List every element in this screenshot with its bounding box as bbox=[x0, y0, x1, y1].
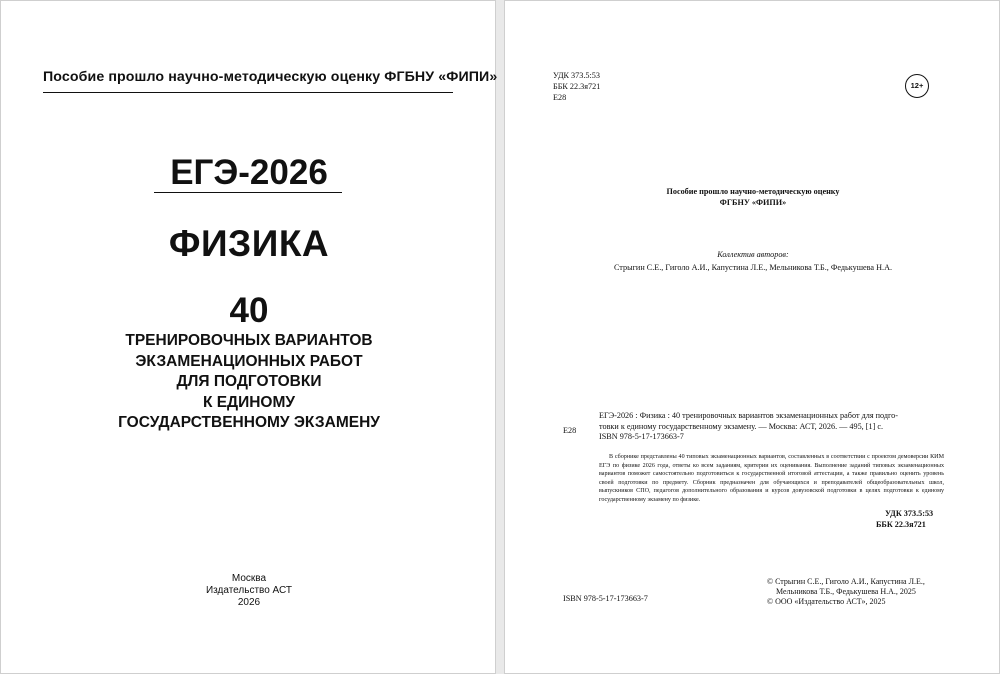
bbk-code-bold: ББК 22.3я721 bbox=[876, 520, 926, 529]
approval-note-line: Пособие прошло научно-методическую оценку bbox=[666, 187, 840, 196]
description-line: ТРЕНИРОВОЧНЫХ ВАРИАНТОВ bbox=[125, 332, 373, 349]
copyright-line: © Стрыгин С.Е., Гиголо А.И., Капустина Л.Е., bbox=[767, 577, 925, 586]
description-line: ГОСУДАРСТВЕННОМУ ЭКЗАМЕНУ bbox=[118, 414, 380, 431]
right-page bbox=[504, 0, 1000, 674]
authors-label: Коллектив авторов: bbox=[717, 250, 789, 259]
exam-title-underline bbox=[154, 192, 342, 193]
publication-year: 2026 bbox=[237, 597, 261, 608]
age-rating-label: 12+ bbox=[910, 81, 924, 90]
catalog-code-bib: Е28 bbox=[563, 426, 577, 435]
approval-note: Пособие прошло научно-методическую оценку ФГБНУ «ФИПИ» bbox=[43, 69, 498, 85]
bib-isbn: ISBN 978-5-17-173663-7 bbox=[599, 432, 684, 441]
bibliographic-record bbox=[599, 411, 944, 443]
description-line: ДЛЯ ПОДГОТОВКИ bbox=[176, 373, 322, 390]
copyright-line: Мельникова Т.Б., Федькушева Н.А., 2025 bbox=[776, 587, 916, 596]
publisher-city: Москва bbox=[231, 573, 267, 584]
approval-note-line: ФГБНУ «ФИПИ» bbox=[719, 198, 787, 207]
copyright-line: © ООО «Издательство АСТ», 2025 bbox=[767, 597, 886, 606]
udk-code-bold: УДК 373.5:53 bbox=[885, 509, 934, 518]
book-description bbox=[61, 331, 437, 434]
approval-underline bbox=[43, 92, 453, 93]
description-line: ЭКЗАМЕНАЦИОННЫХ РАБОТ bbox=[135, 352, 363, 370]
description-line: К ЕДИНОМУ bbox=[202, 393, 296, 411]
udk-code: УДК 373.5:53 bbox=[553, 71, 600, 80]
authors-list: Стрыгин С.Е., Гиголо А.И., Капустина Л.Е., Мельникова Т.Б., Федькушева Н.А. bbox=[613, 263, 893, 272]
copyright-block bbox=[767, 577, 977, 607]
publisher-name: Издательство АСТ bbox=[205, 585, 293, 596]
left-page bbox=[0, 0, 496, 674]
catalog-code: Е28 bbox=[553, 93, 567, 102]
bib-line: ЕГЭ-2026 : Физика : 40 тренировочных вариантов экзаменационных работ для подго- bbox=[599, 411, 899, 420]
bbk-code: ББК 22.3я721 bbox=[553, 82, 601, 91]
exam-title: ЕГЭ-2026 bbox=[170, 153, 328, 192]
subject-title: ФИЗИКА bbox=[168, 223, 330, 264]
variant-count: 40 bbox=[229, 291, 269, 330]
bib-line: товки к единому государственному экзамену. — Москва: АСТ, 2026. — 495, [1] с. bbox=[599, 421, 884, 431]
annotation-text: В сборнике представлены 40 типовых экзаменационных вариантов, составленных в соответствии с проектом демоверсии КИМ ЕГЭ по физике 2026 года, ответы ко всем заданиям, критерии их оценивания. Выполнение заданий типовых экзаменационных вариантов поможет самостоятельно подготовиться к государственной итоговой аттестации, а также правильно оценить уровень своей подготовки по предмету. Сборник предназначен для обучающихся и преподавателей общеобразовательных школ, выпускников СПО, педагогов дополнительного образования и курсов довузовской подготовки в целях подготовки к единому государственному экзамену по физике. bbox=[599, 454, 944, 503]
isbn-bottom: ISBN 978-5-17-173663-7 bbox=[563, 594, 648, 603]
